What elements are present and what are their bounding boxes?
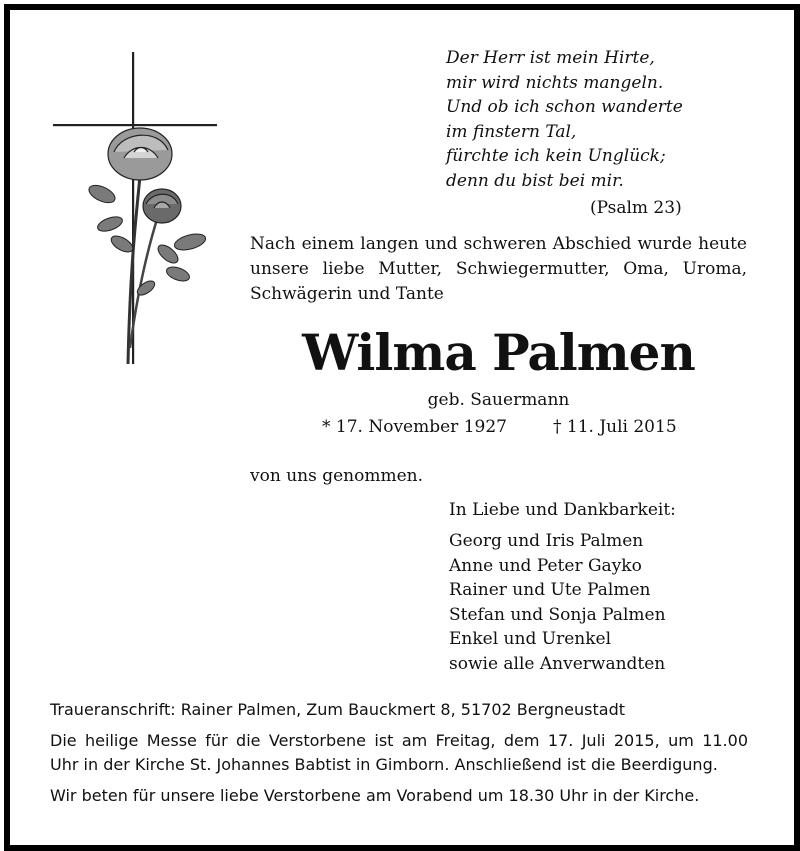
prayer-info: Wir beten für unsere liebe Verstorbene am Vorabend um 18.30 Uhr in der Kirche. <box>50 786 700 805</box>
cross-with-rose-icon <box>50 48 220 368</box>
mourner-name: Stefan und Sonja Palmen <box>449 604 666 625</box>
intro-line: Nach einem langen und schweren Abschied wurde heute <box>250 234 747 254</box>
mass-info <box>50 729 748 777</box>
psalm-line: fürchte ich kein Unglück; <box>446 146 666 166</box>
birth-date: * 17. November 1927 <box>322 417 507 437</box>
intro-line: unsere liebe Mutter, Schwiegermutter, Oma, Uroma, <box>250 259 747 279</box>
mass-line: Uhr in der Kirche St. Johannes Babtist in Gimborn. Anschließend ist die Beerdigung. <box>50 755 718 774</box>
mourner-name: Enkel und Urenkel <box>449 629 612 649</box>
mourner-name: Rainer und Ute Palmen <box>449 580 651 600</box>
taken-text: von uns genommen. <box>250 466 423 486</box>
deceased-name: Wilma Palmen <box>302 323 695 382</box>
death-date: † 11. Juli 2015 <box>552 417 677 437</box>
mourners-list <box>449 529 666 676</box>
mourner-name: Anne und Peter Gayko <box>449 555 642 576</box>
mourners-heading: In Liebe und Dankbarkeit: <box>449 500 676 520</box>
footer-info <box>50 698 748 815</box>
mourning-address: Traueranschrift: Rainer Palmen, Zum Bauckmert 8, 51702 Bergneustadt <box>50 700 625 719</box>
life-dates <box>322 417 677 437</box>
mourner-name: sowie alle Anverwandten <box>449 653 666 674</box>
psalm-line: mir wird nichts mangeln. <box>446 72 664 93</box>
psalm-line: im finstern Tal, <box>446 121 577 142</box>
psalm-line: Und ob ich schon wanderte <box>446 97 683 117</box>
birth-name: geb. Sauermann <box>427 390 570 410</box>
mourner-name: Georg und Iris Palmen <box>449 531 644 551</box>
intro-line: Schwägerin und Tante <box>250 284 444 304</box>
psalm-reference: (Psalm 23) <box>590 198 682 218</box>
intro-text <box>250 232 747 307</box>
psalm-quote <box>446 46 683 193</box>
psalm-line: Der Herr ist mein Hirte, <box>446 48 655 68</box>
psalm-line: denn du bist bei mir. <box>446 170 624 191</box>
mass-line: Die heilige Messe für die Verstorbene ist am Freitag, dem 17. Juli 2015, um 11.00 <box>50 731 748 750</box>
